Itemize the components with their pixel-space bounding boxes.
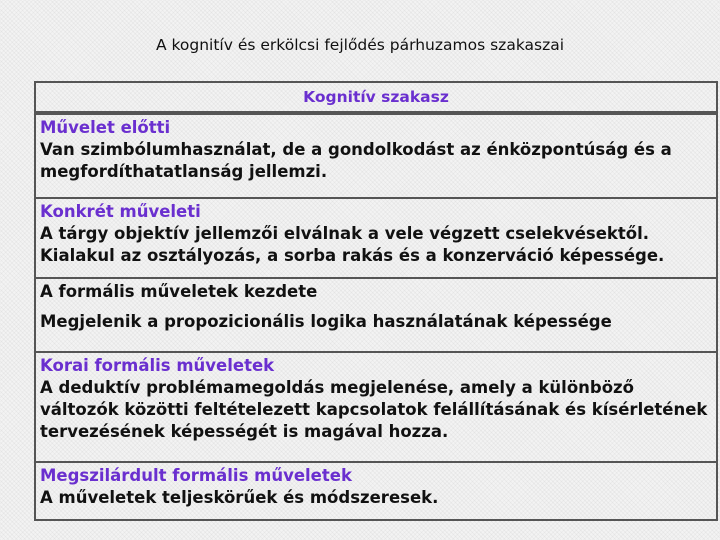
- row-title: Korai formális műveletek: [40, 356, 275, 375]
- row-title: Konkrét műveleti: [40, 202, 201, 221]
- row-title: Művelet előtti: [40, 118, 171, 137]
- table-row: [36, 197, 716, 277]
- row-title: A formális műveletek kezdete: [40, 282, 318, 301]
- row-title: Megszilárdult formális műveletek: [40, 466, 352, 485]
- row-description: Van szimbólumhasználat, de a gondolkodást az énközpontúság és a megfordíthatatlanság jellemzi.: [40, 140, 672, 181]
- table-row: [36, 351, 716, 461]
- table-row: [36, 113, 716, 197]
- row-description: A műveletek teljeskörűek és módszeresek.: [40, 488, 439, 507]
- stages-table: [34, 81, 718, 521]
- row-description: A deduktív problémamegoldás megjelenése, amely a különböző változók közötti feltételezett kapcsolatok felállításának és kísérletének tervezésének képességét is magával hozza.: [40, 378, 708, 441]
- table-header: Kognitív szakasz: [36, 83, 716, 113]
- row-description: Megjelenik a propozicionális logika használatának képessége: [40, 312, 612, 331]
- table-row: [36, 461, 716, 519]
- slide-title: A kognitív és erkölcsi fejlődés párhuzamos szakaszai: [155, 36, 565, 54]
- row-description: A tárgy objektív jellemzői elválnak a vele végzett cselekvésektől. Kialakul az osztályozás, a sorba rakás és a konzerváció képessége.: [40, 224, 665, 265]
- table-row: [36, 277, 716, 351]
